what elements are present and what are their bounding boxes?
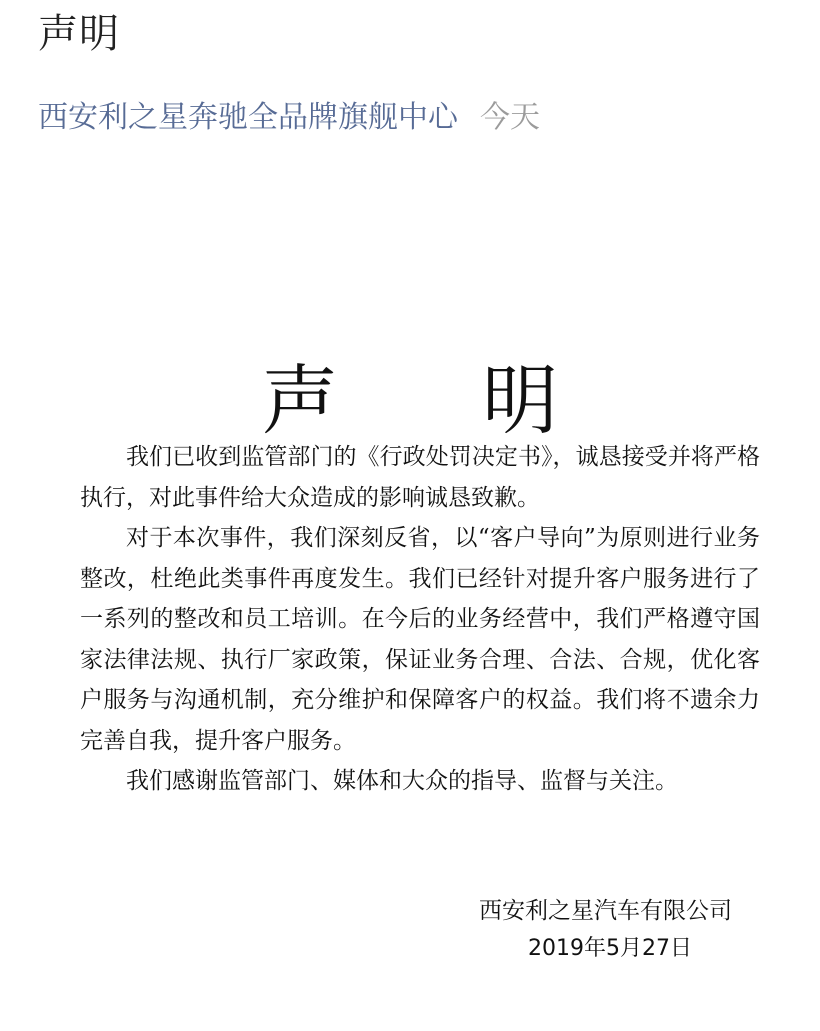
statement-paragraph: 我们已收到监管部门的《行政处罚决定书》，诚恳接受并将严格执行，对此事件给大众造成的影响诚恳致歉。	[80, 444, 760, 511]
signature-block	[400, 893, 732, 967]
signature-company: 西安利之星汽车有限公司	[479, 898, 732, 924]
account-name-link[interactable]: 西安利之星奔驰全品牌旗舰中心	[38, 100, 458, 135]
statement-paragraph: 我们感谢监管部门、媒体和大众的指导、监督与关注。	[126, 768, 678, 794]
statement-body	[80, 437, 760, 802]
article-header	[38, 0, 798, 138]
publish-date: 今天	[480, 100, 540, 135]
statement-paragraph: 对于本次事件，我们深刻反省，以“客户导向”为原则进行业务整改，杜绝此类事件再度发生。我们已经针对提升客户服务进行了一系列的整改和员工培训。在今后的业务经营中，我们严格遵守国家法律法规、执行厂家政策，保证业务合理、合法、合规，优化客户服务与沟通机制，充分维护和保障客户的权益。我们将不遗余力完善自我，提升客户服务。	[80, 525, 760, 754]
article-meta	[38, 98, 798, 138]
signature-date: 2019年5月27日	[528, 936, 692, 961]
statement-title: 声 明	[261, 355, 619, 445]
article-title: 声明	[38, 11, 120, 57]
